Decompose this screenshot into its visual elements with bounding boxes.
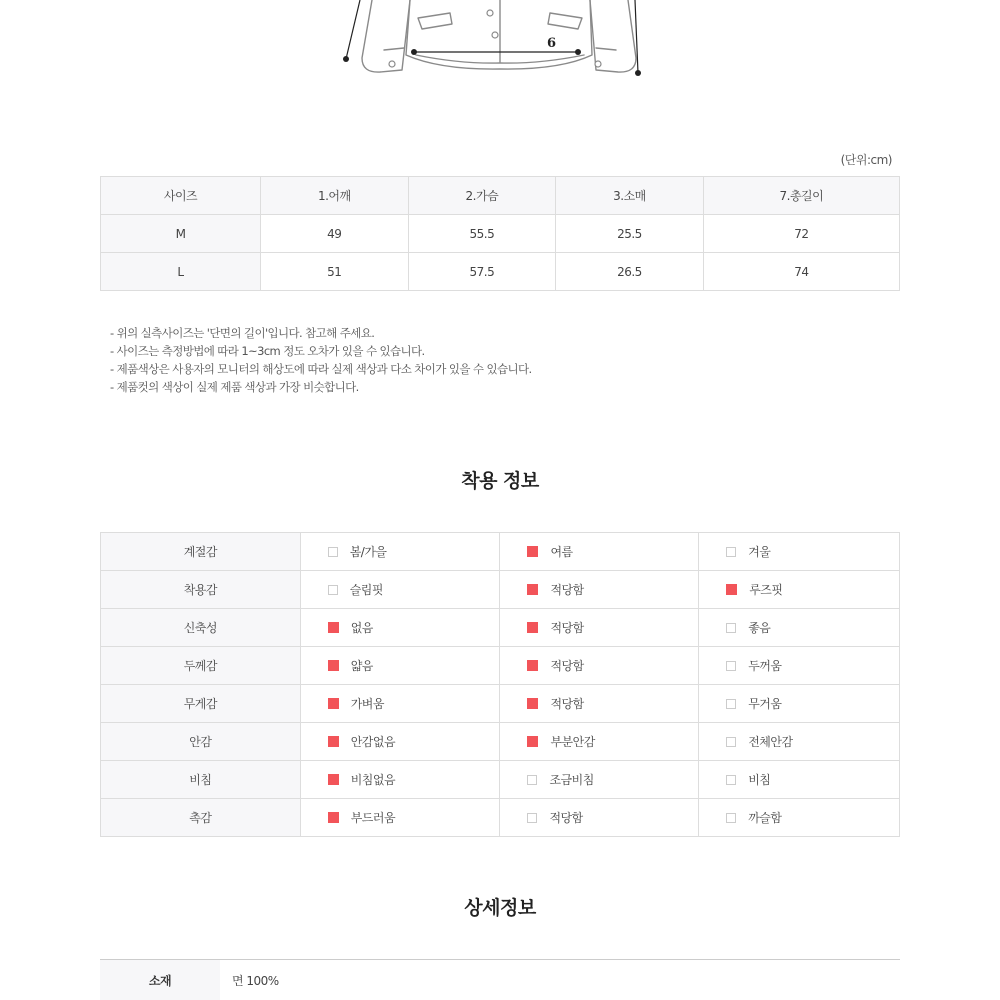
unchecked-square-icon	[726, 775, 736, 785]
fit-row	[101, 609, 900, 647]
fit-option-label: 슬림핏	[349, 583, 383, 597]
shoulder-value: 51	[261, 253, 409, 291]
fit-row-label: 촉감	[101, 799, 301, 837]
fit-option-label: 전체안감	[748, 735, 793, 749]
size-table-header	[101, 177, 900, 215]
chest-value: 55.5	[408, 215, 556, 253]
fit-option	[500, 685, 699, 723]
unchecked-square-icon	[726, 547, 736, 557]
fit-option-label: 겨울	[748, 545, 771, 559]
table-row	[101, 215, 900, 253]
fit-option	[699, 647, 900, 685]
unchecked-square-icon	[328, 547, 338, 557]
fit-option-label: 얇음	[350, 659, 373, 673]
fit-option	[300, 761, 500, 799]
fit-row	[101, 647, 900, 685]
fit-row	[101, 723, 900, 761]
note-item: - 사이즈는 측정방법에 따라 1~3cm 정도 오차가 있을 수 있습니다.	[110, 344, 425, 358]
checked-square-icon	[527, 584, 538, 595]
fit-option	[500, 647, 699, 685]
fit-option-label: 봄/가을	[349, 545, 387, 559]
fit-option	[699, 799, 900, 837]
unchecked-square-icon	[726, 661, 736, 671]
fit-option	[300, 533, 500, 571]
fit-option-label: 비침없음	[350, 773, 396, 787]
material-value: 면 100%	[232, 973, 279, 988]
unit-note: (단위:cm)	[840, 153, 892, 167]
fit-option-label: 좋음	[748, 621, 771, 635]
size-notes	[110, 324, 532, 396]
checked-square-icon	[527, 698, 538, 709]
sleeve-value: 25.5	[556, 215, 704, 253]
checked-square-icon	[527, 546, 538, 557]
fit-option	[699, 533, 900, 571]
fit-option-label: 두꺼움	[748, 659, 782, 673]
detail-info-title: 상세정보	[464, 897, 536, 919]
header-size: 사이즈	[101, 177, 261, 215]
fit-option-label: 적당함	[550, 697, 584, 711]
detail-info-table	[100, 959, 900, 1000]
checked-square-icon	[328, 622, 339, 633]
fit-option-label: 비침	[748, 773, 771, 787]
fit-option-label: 적당함	[550, 621, 584, 635]
fit-option	[699, 761, 900, 799]
table-row	[100, 960, 900, 1000]
checked-square-icon	[328, 660, 339, 671]
fit-option-label: 가벼움	[350, 697, 384, 711]
note-item: - 제품색상은 사용자의 모니터의 해상도에 따라 실제 색상과 다소 차이가 있을 수 있습니다.	[110, 362, 532, 376]
fit-row	[101, 533, 900, 571]
fit-option	[500, 609, 699, 647]
garment-size-illustration	[0, 0, 1000, 90]
shoulder-value: 49	[261, 215, 409, 253]
fit-option-label: 조금비침	[549, 773, 594, 787]
fit-option	[500, 761, 699, 799]
checked-square-icon	[328, 736, 339, 747]
checked-square-icon	[527, 660, 538, 671]
sleeve-value: 26.5	[556, 253, 704, 291]
fit-row-label: 두께감	[101, 647, 301, 685]
checked-square-icon	[527, 736, 538, 747]
fit-option-label: 적당함	[550, 659, 584, 673]
chest-value: 57.5	[408, 253, 556, 291]
fit-row-label: 무게감	[101, 685, 301, 723]
length-value: 74	[703, 253, 899, 291]
header-shoulder: 1.어깨	[261, 177, 409, 215]
fit-row	[101, 761, 900, 799]
length-value: 72	[703, 215, 899, 253]
fit-row-label: 비침	[101, 761, 301, 799]
unchecked-square-icon	[328, 585, 338, 595]
checked-square-icon	[328, 812, 339, 823]
fit-option	[300, 685, 500, 723]
size-table	[100, 176, 900, 291]
fit-option	[300, 571, 500, 609]
fit-row-label: 신축성	[101, 609, 301, 647]
fit-row	[101, 685, 900, 723]
fit-option	[699, 609, 900, 647]
checked-square-icon	[328, 774, 339, 785]
fit-option	[699, 685, 900, 723]
chest-measure-label: 6	[547, 36, 557, 51]
note-item: - 제품컷의 색상이 실제 제품 색상과 가장 비슷합니다.	[110, 380, 359, 394]
fit-option	[500, 571, 699, 609]
fit-option	[500, 799, 699, 837]
size-name: M	[101, 215, 261, 253]
fit-option-label: 적당함	[549, 811, 583, 825]
fit-option-label: 여름	[550, 545, 573, 559]
fit-option	[300, 609, 500, 647]
unchecked-square-icon	[726, 699, 736, 709]
unchecked-square-icon	[527, 813, 537, 823]
fit-option	[699, 723, 900, 761]
unchecked-square-icon	[726, 623, 736, 633]
header-sleeve: 3.소매	[556, 177, 704, 215]
fit-row-label: 계절감	[101, 533, 301, 571]
material-label: 소재	[100, 960, 220, 1000]
fit-option	[500, 533, 699, 571]
checked-square-icon	[328, 698, 339, 709]
fit-option-label: 무거움	[748, 697, 782, 711]
fit-option	[500, 723, 699, 761]
fit-option-label: 없음	[350, 621, 373, 635]
fit-row-label: 안감	[101, 723, 301, 761]
fit-row-label: 착용감	[101, 571, 301, 609]
table-row	[101, 253, 900, 291]
note-item: - 위의 실측사이즈는 '단면의 길이'입니다. 참고해 주세요.	[110, 326, 375, 340]
size-name: L	[101, 253, 261, 291]
fit-row	[101, 799, 900, 837]
unchecked-square-icon	[726, 813, 736, 823]
fit-option-label: 부드러움	[350, 811, 396, 825]
header-chest: 2.가슴	[408, 177, 556, 215]
unchecked-square-icon	[527, 775, 537, 785]
fit-option	[300, 723, 500, 761]
checked-square-icon	[527, 622, 538, 633]
fit-info-title: 착용 정보	[461, 470, 539, 492]
fit-option-label: 안감없음	[350, 735, 396, 749]
unchecked-square-icon	[726, 737, 736, 747]
fit-option	[300, 799, 500, 837]
fit-option-label: 루즈핏	[749, 583, 783, 597]
fit-option	[300, 647, 500, 685]
fit-option-label: 부분안감	[550, 735, 595, 749]
fit-option-label: 적당함	[550, 583, 584, 597]
checked-square-icon	[726, 584, 737, 595]
fit-option	[699, 571, 900, 609]
fit-option-label: 까슬함	[748, 811, 782, 825]
fit-info-table	[100, 532, 900, 837]
fit-row	[101, 571, 900, 609]
header-length: 7.총길이	[703, 177, 899, 215]
